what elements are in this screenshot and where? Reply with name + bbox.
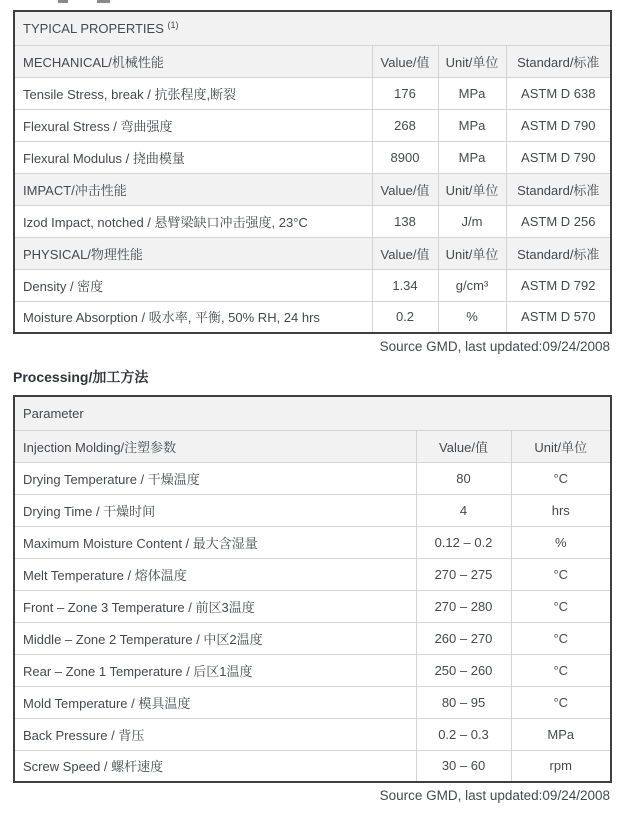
unit-cell: °C [511,590,611,622]
column-header-unit: Unit/单位 [438,45,506,77]
unit-cell: g/cm³ [438,269,506,301]
value-cell: 0.2 – 0.3 [416,718,511,750]
column-header-unit: Unit/单位 [438,173,506,205]
table-row [14,558,611,590]
unit-cell: hrs [511,494,611,526]
standard-cell: ASTM D 792 [506,269,611,301]
value-cell: 80 – 95 [416,686,511,718]
unit-cell: rpm [511,750,611,782]
value-cell: 0.12 – 0.2 [416,526,511,558]
property-name-cell: Moisture Absorption / 吸水率, 平衡, 50% RH, 24 hrs [14,301,372,333]
value-cell: 176 [372,77,438,109]
column-header-value: Value/值 [372,237,438,269]
section-header-label: PHYSICAL/物理性能 [14,237,372,269]
table-title [14,11,611,45]
subsection-header-label: Injection Molding/注塑参数 [14,430,416,462]
value-cell: 138 [372,205,438,237]
unit-cell: °C [511,462,611,494]
table-title-text: TYPICAL PROPERTIES [23,20,164,36]
column-header-standard: Standard/标准 [506,173,611,205]
value-cell: 270 – 280 [416,590,511,622]
table-row [14,494,611,526]
parameter-name-cell: Drying Time / 干燥时间 [14,494,416,526]
table-row [14,750,611,782]
parameter-name-cell: Melt Temperature / 熔体温度 [14,558,416,590]
column-header-standard: Standard/标准 [506,237,611,269]
table-row [14,141,611,173]
source-attribution: Source GMD, last updated:09/24/2008 [379,788,610,803]
unit-cell: °C [511,654,611,686]
parameter-header-row [14,396,611,430]
section-header-row-impact [14,173,611,205]
property-name-cell: Flexural Stress / 弯曲强度 [14,109,372,141]
standard-cell: ASTM D 256 [506,205,611,237]
unit-cell: MPa [511,718,611,750]
table-row [14,269,611,301]
processing-heading: Processing/加工方法 [13,369,149,385]
section-header-row-physical [14,237,611,269]
table-row [14,686,611,718]
parameter-header-label: Parameter [14,396,611,430]
property-name-cell: Flexural Modulus / 挠曲模量 [14,141,372,173]
value-cell: 80 [416,462,511,494]
unit-cell: MPa [438,77,506,109]
parameter-name-cell: Screw Speed / 螺杆速度 [14,750,416,782]
parameter-name-cell: Front – Zone 3 Temperature / 前区3温度 [14,590,416,622]
table-title-row [14,11,611,45]
table-row [14,301,611,333]
parameter-name-cell: Maximum Moisture Content / 最大含湿量 [14,526,416,558]
column-header-unit: Unit/单位 [438,237,506,269]
unit-cell: % [438,301,506,333]
clipped-text-fragment [58,0,68,3]
value-cell: 268 [372,109,438,141]
parameter-name-cell: Middle – Zone 2 Temperature / 中区2温度 [14,622,416,654]
table-row [14,654,611,686]
property-name-cell: Izod Impact, notched / 悬臂梁缺口冲击强度, 23°C [14,205,372,237]
unit-cell: °C [511,558,611,590]
column-header-value: Value/值 [372,173,438,205]
value-cell: 0.2 [372,301,438,333]
value-cell: 8900 [372,141,438,173]
property-name-cell: Tensile Stress, break / 抗张程度,断裂 [14,77,372,109]
section-header-label: MECHANICAL/机械性能 [14,45,372,77]
unit-cell: J/m [438,205,506,237]
clipped-text-fragment [97,0,110,3]
parameter-name-cell: Rear – Zone 1 Temperature / 后区1温度 [14,654,416,686]
standard-cell: ASTM D 570 [506,301,611,333]
column-header-value: Value/值 [416,430,511,462]
parameter-name-cell: Mold Temperature / 模具温度 [14,686,416,718]
parameter-name-cell: Drying Temperature / 干燥温度 [14,462,416,494]
unit-cell: MPa [438,109,506,141]
injection-molding-header-row [14,430,611,462]
unit-cell: MPa [438,141,506,173]
table-row [14,590,611,622]
unit-cell: °C [511,622,611,654]
table-row [14,109,611,141]
table-row [14,205,611,237]
value-cell: 260 – 270 [416,622,511,654]
standard-cell: ASTM D 790 [506,141,611,173]
value-cell: 270 – 275 [416,558,511,590]
unit-cell: °C [511,686,611,718]
table-row [14,462,611,494]
section-header-row-mechanical [14,45,611,77]
unit-cell: % [511,526,611,558]
table-row [14,622,611,654]
column-header-standard: Standard/标准 [506,45,611,77]
value-cell: 250 – 260 [416,654,511,686]
footnote-marker: (1) [167,19,179,30]
table-row [14,718,611,750]
value-cell: 1.34 [372,269,438,301]
standard-cell: ASTM D 790 [506,109,611,141]
source-attribution: Source GMD, last updated:09/24/2008 [379,339,610,354]
value-cell: 4 [416,494,511,526]
column-header-value: Value/值 [372,45,438,77]
standard-cell: ASTM D 638 [506,77,611,109]
column-header-unit: Unit/单位 [511,430,611,462]
processing-table [13,395,612,783]
table-row [14,526,611,558]
value-cell: 30 – 60 [416,750,511,782]
parameter-name-cell: Back Pressure / 背压 [14,718,416,750]
table-row [14,77,611,109]
section-header-label: IMPACT/冲击性能 [14,173,372,205]
typical-properties-table [13,10,612,334]
property-name-cell: Density / 密度 [14,269,372,301]
